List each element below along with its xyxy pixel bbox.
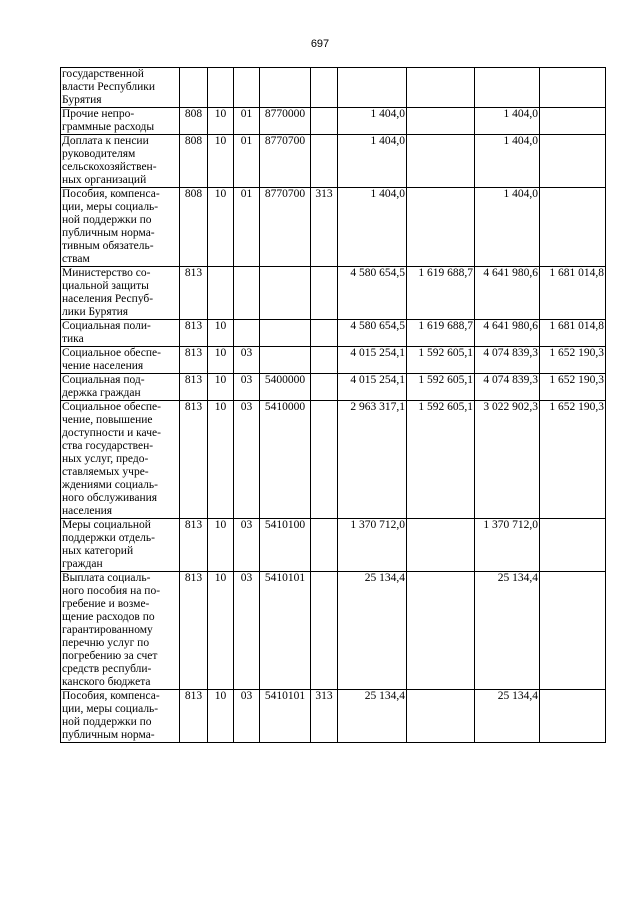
amount-4-cell (540, 519, 606, 572)
row-name-line: ставляемых учре- (62, 466, 149, 478)
target-item-code-cell: 8770700 (260, 188, 311, 267)
amount-3-cell: 1 370 712,0 (475, 519, 540, 572)
table-body (61, 68, 606, 743)
row-name-cell (61, 320, 180, 347)
table-row (61, 690, 606, 743)
table-row (61, 572, 606, 690)
row-name-cell (61, 347, 180, 374)
amount-2-cell (407, 135, 475, 188)
row-name-cell (61, 68, 180, 108)
row-name-line: щение расходов по (62, 611, 155, 623)
table-row (61, 320, 606, 347)
page-number: 697 (310, 38, 330, 50)
target-item-code-cell (260, 320, 311, 347)
amount-3-cell (475, 68, 540, 108)
row-name-line: канского бюджета (62, 676, 151, 688)
row-name-line: ции, меры социаль- (62, 201, 159, 213)
row-name-line: тивным обязатель- (62, 240, 154, 252)
row-name-line: Меры социальной (62, 519, 151, 531)
target-item-code-cell (260, 347, 311, 374)
expense-type-code-cell (311, 519, 338, 572)
section-code-cell: 10 (208, 572, 234, 690)
row-name-cell (61, 572, 180, 690)
table-row (61, 401, 606, 519)
amount-3-cell: 1 404,0 (475, 188, 540, 267)
amount-2-cell: 1 592 605,1 (407, 374, 475, 401)
amount-4-cell: 1 652 190,3 (540, 374, 606, 401)
subsection-code-cell: 01 (234, 135, 260, 188)
row-name-line: публичным норма- (62, 729, 155, 741)
target-item-code-cell: 5410101 (260, 572, 311, 690)
table-row (61, 188, 606, 267)
section-code-cell: 10 (208, 320, 234, 347)
row-name-line: населения Респуб- (62, 293, 154, 305)
subsection-code-cell (234, 320, 260, 347)
amount-3-cell: 4 074 839,3 (475, 374, 540, 401)
table-row (61, 347, 606, 374)
section-code-cell: 10 (208, 374, 234, 401)
row-name-cell (61, 519, 180, 572)
amount-1-cell: 1 404,0 (338, 188, 407, 267)
row-name-line: чение населения (62, 360, 144, 372)
subsection-code-cell: 03 (234, 572, 260, 690)
row-name-cell (61, 267, 180, 320)
amount-1-cell: 4 580 654,5 (338, 320, 407, 347)
amount-3-cell: 3 022 902,3 (475, 401, 540, 519)
expense-type-code-cell: 313 (311, 188, 338, 267)
expense-type-code-cell (311, 108, 338, 135)
row-name-line: держка граждан (62, 387, 141, 399)
row-name-line: Выплата социаль- (62, 572, 151, 584)
expense-type-code-cell (311, 374, 338, 401)
row-name-line: Бурятия (62, 94, 102, 106)
amount-2-cell: 1 592 605,1 (407, 347, 475, 374)
row-name-line: населения (62, 505, 113, 517)
amount-4-cell (540, 188, 606, 267)
row-name-line: ных организаций (62, 174, 147, 186)
amount-2-cell (407, 68, 475, 108)
section-code-cell: 10 (208, 347, 234, 374)
target-item-code-cell: 5410101 (260, 690, 311, 743)
amount-4-cell (540, 572, 606, 690)
subsection-code-cell (234, 68, 260, 108)
subsection-code-cell: 03 (234, 690, 260, 743)
ministry-code-cell: 813 (180, 572, 208, 690)
row-name-line: Социальная под- (62, 374, 145, 386)
ministry-code-cell: 808 (180, 108, 208, 135)
amount-4-cell: 1 652 190,3 (540, 347, 606, 374)
row-name-line: власти Республики (62, 81, 155, 93)
amount-2-cell (407, 690, 475, 743)
subsection-code-cell: 03 (234, 519, 260, 572)
row-name-line: ции, меры социаль- (62, 703, 159, 715)
table-row (61, 108, 606, 135)
amount-3-cell: 1 404,0 (475, 135, 540, 188)
amount-1-cell: 4 015 254,1 (338, 347, 407, 374)
row-name-cell (61, 401, 180, 519)
expense-type-code-cell (311, 347, 338, 374)
row-name-cell (61, 188, 180, 267)
row-name-line: сельскохозяйствен- (62, 161, 157, 173)
subsection-code-cell: 01 (234, 108, 260, 135)
amount-4-cell (540, 68, 606, 108)
ministry-code-cell: 813 (180, 320, 208, 347)
section-code-cell: 10 (208, 401, 234, 519)
amount-3-cell: 25 134,4 (475, 572, 540, 690)
section-code-cell: 10 (208, 188, 234, 267)
section-code-cell: 10 (208, 135, 234, 188)
row-name-line: ства государствен- (62, 440, 154, 452)
amount-1-cell: 4 015 254,1 (338, 374, 407, 401)
ministry-code-cell: 813 (180, 374, 208, 401)
row-name-line: ных услуг, предо- (62, 453, 149, 465)
row-name-line: Социальная поли- (62, 320, 151, 332)
row-name-line: средств республи- (62, 663, 152, 675)
row-name-cell (61, 108, 180, 135)
amount-1-cell: 2 963 317,1 (338, 401, 407, 519)
amount-3-cell: 4 641 980,6 (475, 320, 540, 347)
row-name-line: Социальное обеспе- (62, 401, 161, 413)
row-name-line: ствам (62, 253, 90, 265)
row-name-line: лики Бурятия (62, 306, 129, 318)
amount-4-cell: 1 681 014,8 (540, 267, 606, 320)
target-item-code-cell: 8770700 (260, 135, 311, 188)
row-name-line: гарантированному (62, 624, 153, 636)
amount-1-cell: 4 580 654,5 (338, 267, 407, 320)
amount-2-cell (407, 572, 475, 690)
target-item-code-cell: 5410100 (260, 519, 311, 572)
expense-type-code-cell (311, 320, 338, 347)
amount-3-cell: 1 404,0 (475, 108, 540, 135)
row-name-line: ной поддержки по (62, 716, 152, 728)
amount-2-cell (407, 108, 475, 135)
amount-4-cell (540, 108, 606, 135)
ministry-code-cell: 813 (180, 690, 208, 743)
table-row (61, 135, 606, 188)
expense-type-code-cell (311, 135, 338, 188)
expense-type-code-cell (311, 572, 338, 690)
amount-4-cell (540, 690, 606, 743)
table-row (61, 519, 606, 572)
row-name-line: доступности и каче- (62, 427, 161, 439)
row-name-line: поддержки отдель- (62, 532, 155, 544)
amount-3-cell: 4 074 839,3 (475, 347, 540, 374)
ministry-code-cell: 808 (180, 135, 208, 188)
row-name-line: руководителям (62, 148, 136, 160)
row-name-line: Доплата к пенсии (62, 135, 149, 147)
row-name-line: Пособия, компенса- (62, 188, 160, 200)
ministry-code-cell: 813 (180, 347, 208, 374)
target-item-code-cell: 5400000 (260, 374, 311, 401)
section-code-cell (208, 68, 234, 108)
row-name-line: граммные расходы (62, 121, 155, 133)
section-code-cell: 10 (208, 519, 234, 572)
ministry-code-cell: 813 (180, 267, 208, 320)
row-name-line: ных категорий (62, 545, 134, 557)
row-name-line: чение, повышение (62, 414, 153, 426)
section-code-cell: 10 (208, 108, 234, 135)
target-item-code-cell: 8770000 (260, 108, 311, 135)
amount-4-cell: 1 681 014,8 (540, 320, 606, 347)
amount-3-cell: 4 641 980,6 (475, 267, 540, 320)
amount-4-cell: 1 652 190,3 (540, 401, 606, 519)
subsection-code-cell (234, 267, 260, 320)
table-row (61, 68, 606, 108)
subsection-code-cell: 03 (234, 401, 260, 519)
amount-2-cell: 1 619 688,7 (407, 320, 475, 347)
expense-type-code-cell (311, 267, 338, 320)
expense-type-code-cell (311, 68, 338, 108)
row-name-line: Министерство со- (62, 267, 151, 279)
row-name-cell (61, 135, 180, 188)
row-name-line: ного пособия на по- (62, 585, 161, 597)
table-row (61, 374, 606, 401)
row-name-line: ждениями социаль- (62, 479, 158, 491)
row-name-line: Пособия, компенса- (62, 690, 160, 702)
subsection-code-cell: 03 (234, 374, 260, 401)
ministry-code-cell: 813 (180, 519, 208, 572)
row-name-line: циальной защиты (62, 280, 149, 292)
row-name-line: гребение и возме- (62, 598, 150, 610)
subsection-code-cell: 01 (234, 188, 260, 267)
ministry-code-cell (180, 68, 208, 108)
row-name-line: граждан (62, 558, 103, 570)
amount-2-cell: 1 592 605,1 (407, 401, 475, 519)
amount-4-cell (540, 135, 606, 188)
section-code-cell (208, 267, 234, 320)
amount-1-cell: 25 134,4 (338, 572, 407, 690)
row-name-line: Социальное обеспе- (62, 347, 161, 359)
amount-2-cell (407, 519, 475, 572)
amount-1-cell (338, 68, 407, 108)
row-name-cell (61, 690, 180, 743)
amount-2-cell (407, 188, 475, 267)
budget-table (60, 67, 606, 743)
row-name-line: погребению за счет (62, 650, 158, 662)
target-item-code-cell (260, 68, 311, 108)
table-row (61, 267, 606, 320)
section-code-cell: 10 (208, 690, 234, 743)
expense-type-code-cell (311, 401, 338, 519)
row-name-line: публичным норма- (62, 227, 155, 239)
ministry-code-cell: 808 (180, 188, 208, 267)
row-name-line: ной поддержки по (62, 214, 152, 226)
amount-3-cell: 25 134,4 (475, 690, 540, 743)
subsection-code-cell: 03 (234, 347, 260, 374)
amount-2-cell: 1 619 688,7 (407, 267, 475, 320)
ministry-code-cell: 813 (180, 401, 208, 519)
row-name-line: ного обслуживания (62, 492, 158, 504)
amount-1-cell: 1 370 712,0 (338, 519, 407, 572)
row-name-line: Прочие непро- (62, 108, 135, 120)
expense-type-code-cell: 313 (311, 690, 338, 743)
target-item-code-cell (260, 267, 311, 320)
row-name-line: государственной (62, 68, 144, 80)
amount-1-cell: 1 404,0 (338, 108, 407, 135)
row-name-line: перечню услуг по (62, 637, 150, 649)
amount-1-cell: 1 404,0 (338, 135, 407, 188)
row-name-cell (61, 374, 180, 401)
row-name-line: тика (62, 333, 84, 345)
target-item-code-cell: 5410000 (260, 401, 311, 519)
amount-1-cell: 25 134,4 (338, 690, 407, 743)
